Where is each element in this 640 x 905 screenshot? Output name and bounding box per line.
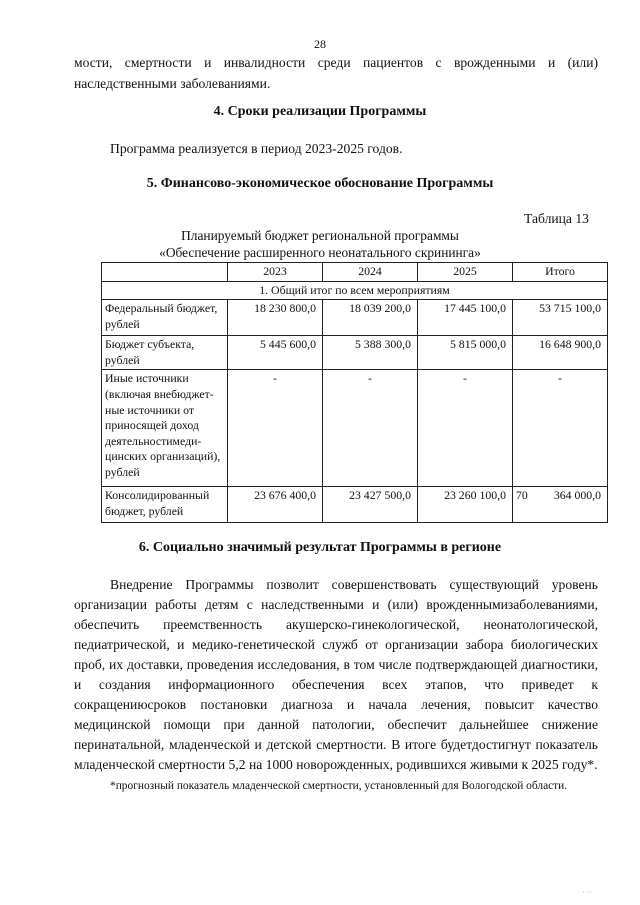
header-cell-2024: 2024 xyxy=(323,263,418,282)
cell-2024: 23 427 500,0 xyxy=(323,487,418,523)
continuation-paragraph: мости, смертности и инвалидности среди пациентов с врожденными и (или) наследственными заболеваниями. xyxy=(74,55,598,91)
corner-mark: · ·· xyxy=(582,888,592,897)
header-cell-2023: 2023 xyxy=(228,263,323,282)
cell-total: 16 648 900,0 xyxy=(513,336,608,370)
cell-total xyxy=(513,487,608,523)
cell-2025: - xyxy=(418,370,513,487)
cell-2024: 18 039 200,0 xyxy=(323,300,418,336)
cell-2025: 5 815 000,0 xyxy=(418,336,513,370)
table-row xyxy=(102,487,608,523)
table-row xyxy=(102,336,608,370)
group-header: 1. Общий итог по всем мероприятиям xyxy=(102,281,608,300)
table-row xyxy=(102,370,608,487)
cell-total: 53 715 100,0 xyxy=(513,300,608,336)
table-caption-line1: Планируемый бюджет региональной программы xyxy=(181,228,459,243)
section-4-heading: 4. Сроки реализации Программы xyxy=(213,104,427,119)
table-row xyxy=(102,300,608,336)
cell-2025: 23 260 100,0 xyxy=(418,487,513,523)
cell-2023: 23 676 400,0 xyxy=(228,487,323,523)
cell-2023: - xyxy=(228,370,323,487)
cell-total-part-a: 70 xyxy=(516,488,528,503)
header-cell-empty xyxy=(102,263,228,282)
row-label: Консолидированный бюджет, рублей xyxy=(102,487,228,523)
cell-total-part-b: 364 000,0 xyxy=(553,488,601,503)
cell-2024: - xyxy=(323,370,418,487)
cell-2025: 17 445 100,0 xyxy=(418,300,513,336)
header-cell-2025: 2025 xyxy=(418,263,513,282)
table-caption-line2: «Обеспечение расширенного неонатального скрининга» xyxy=(159,245,481,260)
table-label: Таблица 13 xyxy=(524,211,589,226)
cell-2024: 5 388 300,0 xyxy=(323,336,418,370)
section-6-heading: 6. Социально значимый результат Программы в регионе xyxy=(138,540,502,555)
section-5-heading: 5. Финансово-экономическое обоснование Программы xyxy=(146,176,494,191)
section-4-text: Программа реализуется в период 2023-2025 годов. xyxy=(110,141,403,156)
budget-table xyxy=(101,262,608,523)
cell-2023: 18 230 800,0 xyxy=(228,300,323,336)
footnote: *прогнозный показатель младенческой смертности, установленный для Вологодской области. xyxy=(110,780,568,792)
cell-total: - xyxy=(513,370,608,487)
row-label: Бюджет субъекта, рублей xyxy=(102,336,228,370)
cell-2023: 5 445 600,0 xyxy=(228,336,323,370)
page-number: 28 xyxy=(314,37,326,51)
row-label: Иные источники (включая внебюджет-ные источники от приносящей доход деятельностимеди-цинских организаций), рублей xyxy=(102,370,228,487)
section-6-text: Внедрение Программы позволит совершенствовать существующий уровень организации работы детям с наследственными и (или) врожденнымизаболеваниями, обеспечить преемственность акушерско-гинекологической, неонатологической, педиатрической, и медико-генетической служб от организации забора биологических проб, их доставки, проведения исследования, в том числе подтверждающей диагностики, и создания информационного обеспечения всех этапов, что приведет к сокращениюсроков постановки диагноза и начала лечения, повысит качество медицинской помощи при данной патологии, обеспечит дальнейшее снижение перинатальной, младенческой и детской смертности. В итоге будетдостигнут показатель младенческой смертности 5,2 на 1000 новорожденных, родившихся живыми к 2025 году*. xyxy=(74,577,598,772)
row-label: Федеральный бюджет, рублей xyxy=(102,300,228,336)
header-cell-total: Итого xyxy=(513,263,608,282)
table-header-row xyxy=(102,263,608,282)
table-group-row xyxy=(102,281,608,300)
